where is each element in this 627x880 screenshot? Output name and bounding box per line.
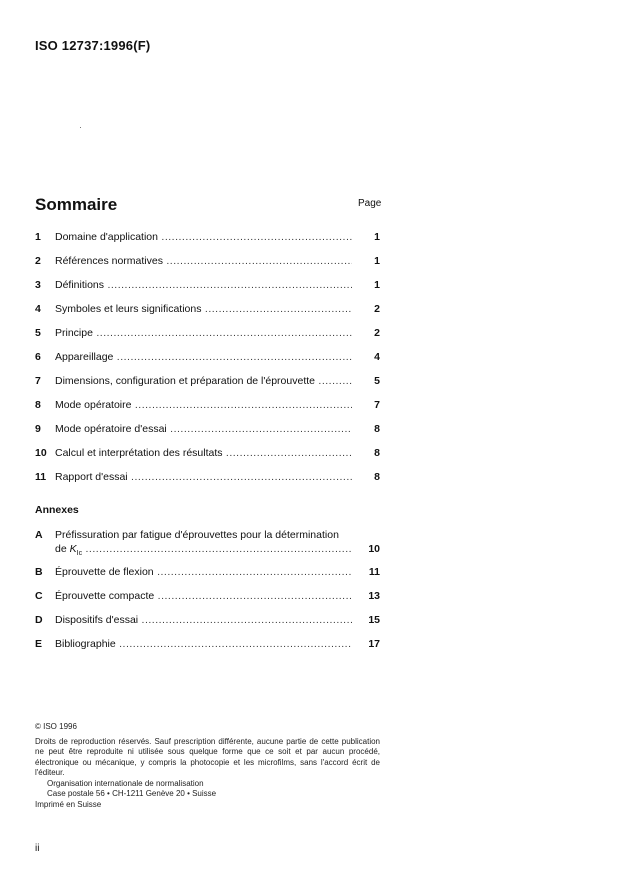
toc-page-label: Page <box>358 198 382 209</box>
annex-entry-letter: B <box>35 566 43 578</box>
annex-entry-title: Dispositifs d'essai ..... <box>55 614 352 626</box>
org-address: Case postale 56 • CH-1211 Genève 20 • Suisse <box>47 789 217 798</box>
annex-entry-letter: E <box>35 638 43 650</box>
toc-entry[interactable] <box>35 423 380 439</box>
toc-entry-page: 1 <box>374 279 380 291</box>
toc-entry-page: 2 <box>374 303 380 315</box>
kic-subscript: Ic <box>76 550 83 558</box>
annex-entry-title-line2 <box>55 543 352 557</box>
toc-entry-title: Mode opératoire ..... <box>55 399 352 411</box>
toc-entry-title: Références normatives ..... <box>55 255 352 267</box>
toc-entry-title: Principe ..... <box>55 327 352 339</box>
annex-entry-page: 13 <box>368 590 380 602</box>
toc-entry-title: Appareillage ..... <box>55 351 352 363</box>
annex-entry-title: Bibliographie ..... <box>55 638 352 650</box>
toc-entry-number: 11 <box>35 471 47 483</box>
toc-entry[interactable] <box>35 255 380 271</box>
annex-entry-page: 10 <box>368 543 380 555</box>
toc-entry[interactable] <box>35 327 380 343</box>
toc-entry-number: 7 <box>35 375 41 387</box>
toc-entry-page: 2 <box>374 327 380 339</box>
toc-entry-number: 10 <box>35 447 47 459</box>
toc-entry-title: Mode opératoire d'essai ..... <box>55 423 352 435</box>
scan-speck <box>80 127 81 128</box>
toc-entry-page: 4 <box>374 351 380 363</box>
toc-entry[interactable] <box>35 447 380 463</box>
toc-entry-page: 8 <box>374 471 380 483</box>
toc-entry-number: 2 <box>35 255 41 267</box>
toc-entry-number: 1 <box>35 231 41 243</box>
org-name: Organisation internationale de normalisation <box>47 778 204 788</box>
toc-entry[interactable] <box>35 279 380 295</box>
copyright-line: © ISO 1996 <box>35 722 77 731</box>
annex-entry-letter: C <box>35 590 43 602</box>
copyright-block <box>35 722 380 810</box>
toc-entry-page: 1 <box>374 255 380 267</box>
toc-title: Sommaire <box>35 195 118 214</box>
toc-entry-number: 5 <box>35 327 41 339</box>
toc-entry-page: 8 <box>374 447 380 459</box>
page-number: ii <box>35 843 40 854</box>
toc-entry[interactable] <box>35 351 380 367</box>
toc-entry-page: 8 <box>374 423 380 435</box>
annex-entry-page: 11 <box>368 566 380 578</box>
printed-in: Imprimé en Suisse <box>35 799 102 809</box>
annex-entry[interactable] <box>35 566 380 582</box>
rights-notice: Droits de reproduction réservés. Sauf prescription différente, aucune partie de cette publication ne peut être reproduite ni utilisée sous quelque forme que ce soit et par aucun procédé, électronique ou mécanique, y compris la photocopie et les microfilms, sans l'accord écrit de l'éditeur. <box>35 736 380 777</box>
toc-entry-title: Domaine d'application ..... <box>55 231 352 243</box>
annex-entry-page: 17 <box>368 638 380 650</box>
document-id: ISO 12737:1996(F) <box>35 38 151 53</box>
toc-entry-number: 4 <box>35 303 41 315</box>
toc-entry[interactable] <box>35 375 380 391</box>
toc-entry-title: Définitions ..... <box>55 279 352 291</box>
toc-entry[interactable] <box>35 303 380 319</box>
toc-entry[interactable] <box>35 471 380 487</box>
toc-entry-title: Symboles et leurs significations ..... <box>55 303 352 315</box>
annex-entry-page: 15 <box>368 614 380 626</box>
toc-entry-number: 8 <box>35 399 41 411</box>
toc-entry-page: 7 <box>374 399 380 411</box>
toc-entry-title: Calcul et interprétation des résultats ..... <box>55 447 352 459</box>
annex-entry-title: Éprouvette de flexion ..... <box>55 566 352 578</box>
toc-entry-title: Dimensions, configuration et préparation de l'éprouvette ..... <box>55 375 352 387</box>
toc-entry-page: 1 <box>374 231 380 243</box>
annex-entry-letter: A <box>35 529 43 541</box>
toc-entry-number: 9 <box>35 423 41 435</box>
annexes-heading: Annexes <box>35 504 79 516</box>
kic-symbol: K <box>69 543 77 555</box>
toc-entry-page: 5 <box>374 375 380 387</box>
toc-entry-number: 6 <box>35 351 41 363</box>
annex-entry-letter: D <box>35 614 43 626</box>
annex-entry[interactable] <box>35 590 380 606</box>
annex-entry-title-line1: Préfissuration par fatigue d'éprouvettes pour la détermination <box>55 529 339 541</box>
toc-entry[interactable] <box>35 231 380 247</box>
toc-entry[interactable] <box>35 399 380 415</box>
annex-entry[interactable] <box>35 614 380 630</box>
annex-entry-title-prefix: de <box>55 543 70 555</box>
toc-entry-number: 3 <box>35 279 41 291</box>
annex-entry-title: Éprouvette compacte ..... <box>55 590 352 602</box>
annex-entry[interactable] <box>35 638 380 654</box>
toc-entry-title: Rapport d'essai ..... <box>55 471 352 483</box>
